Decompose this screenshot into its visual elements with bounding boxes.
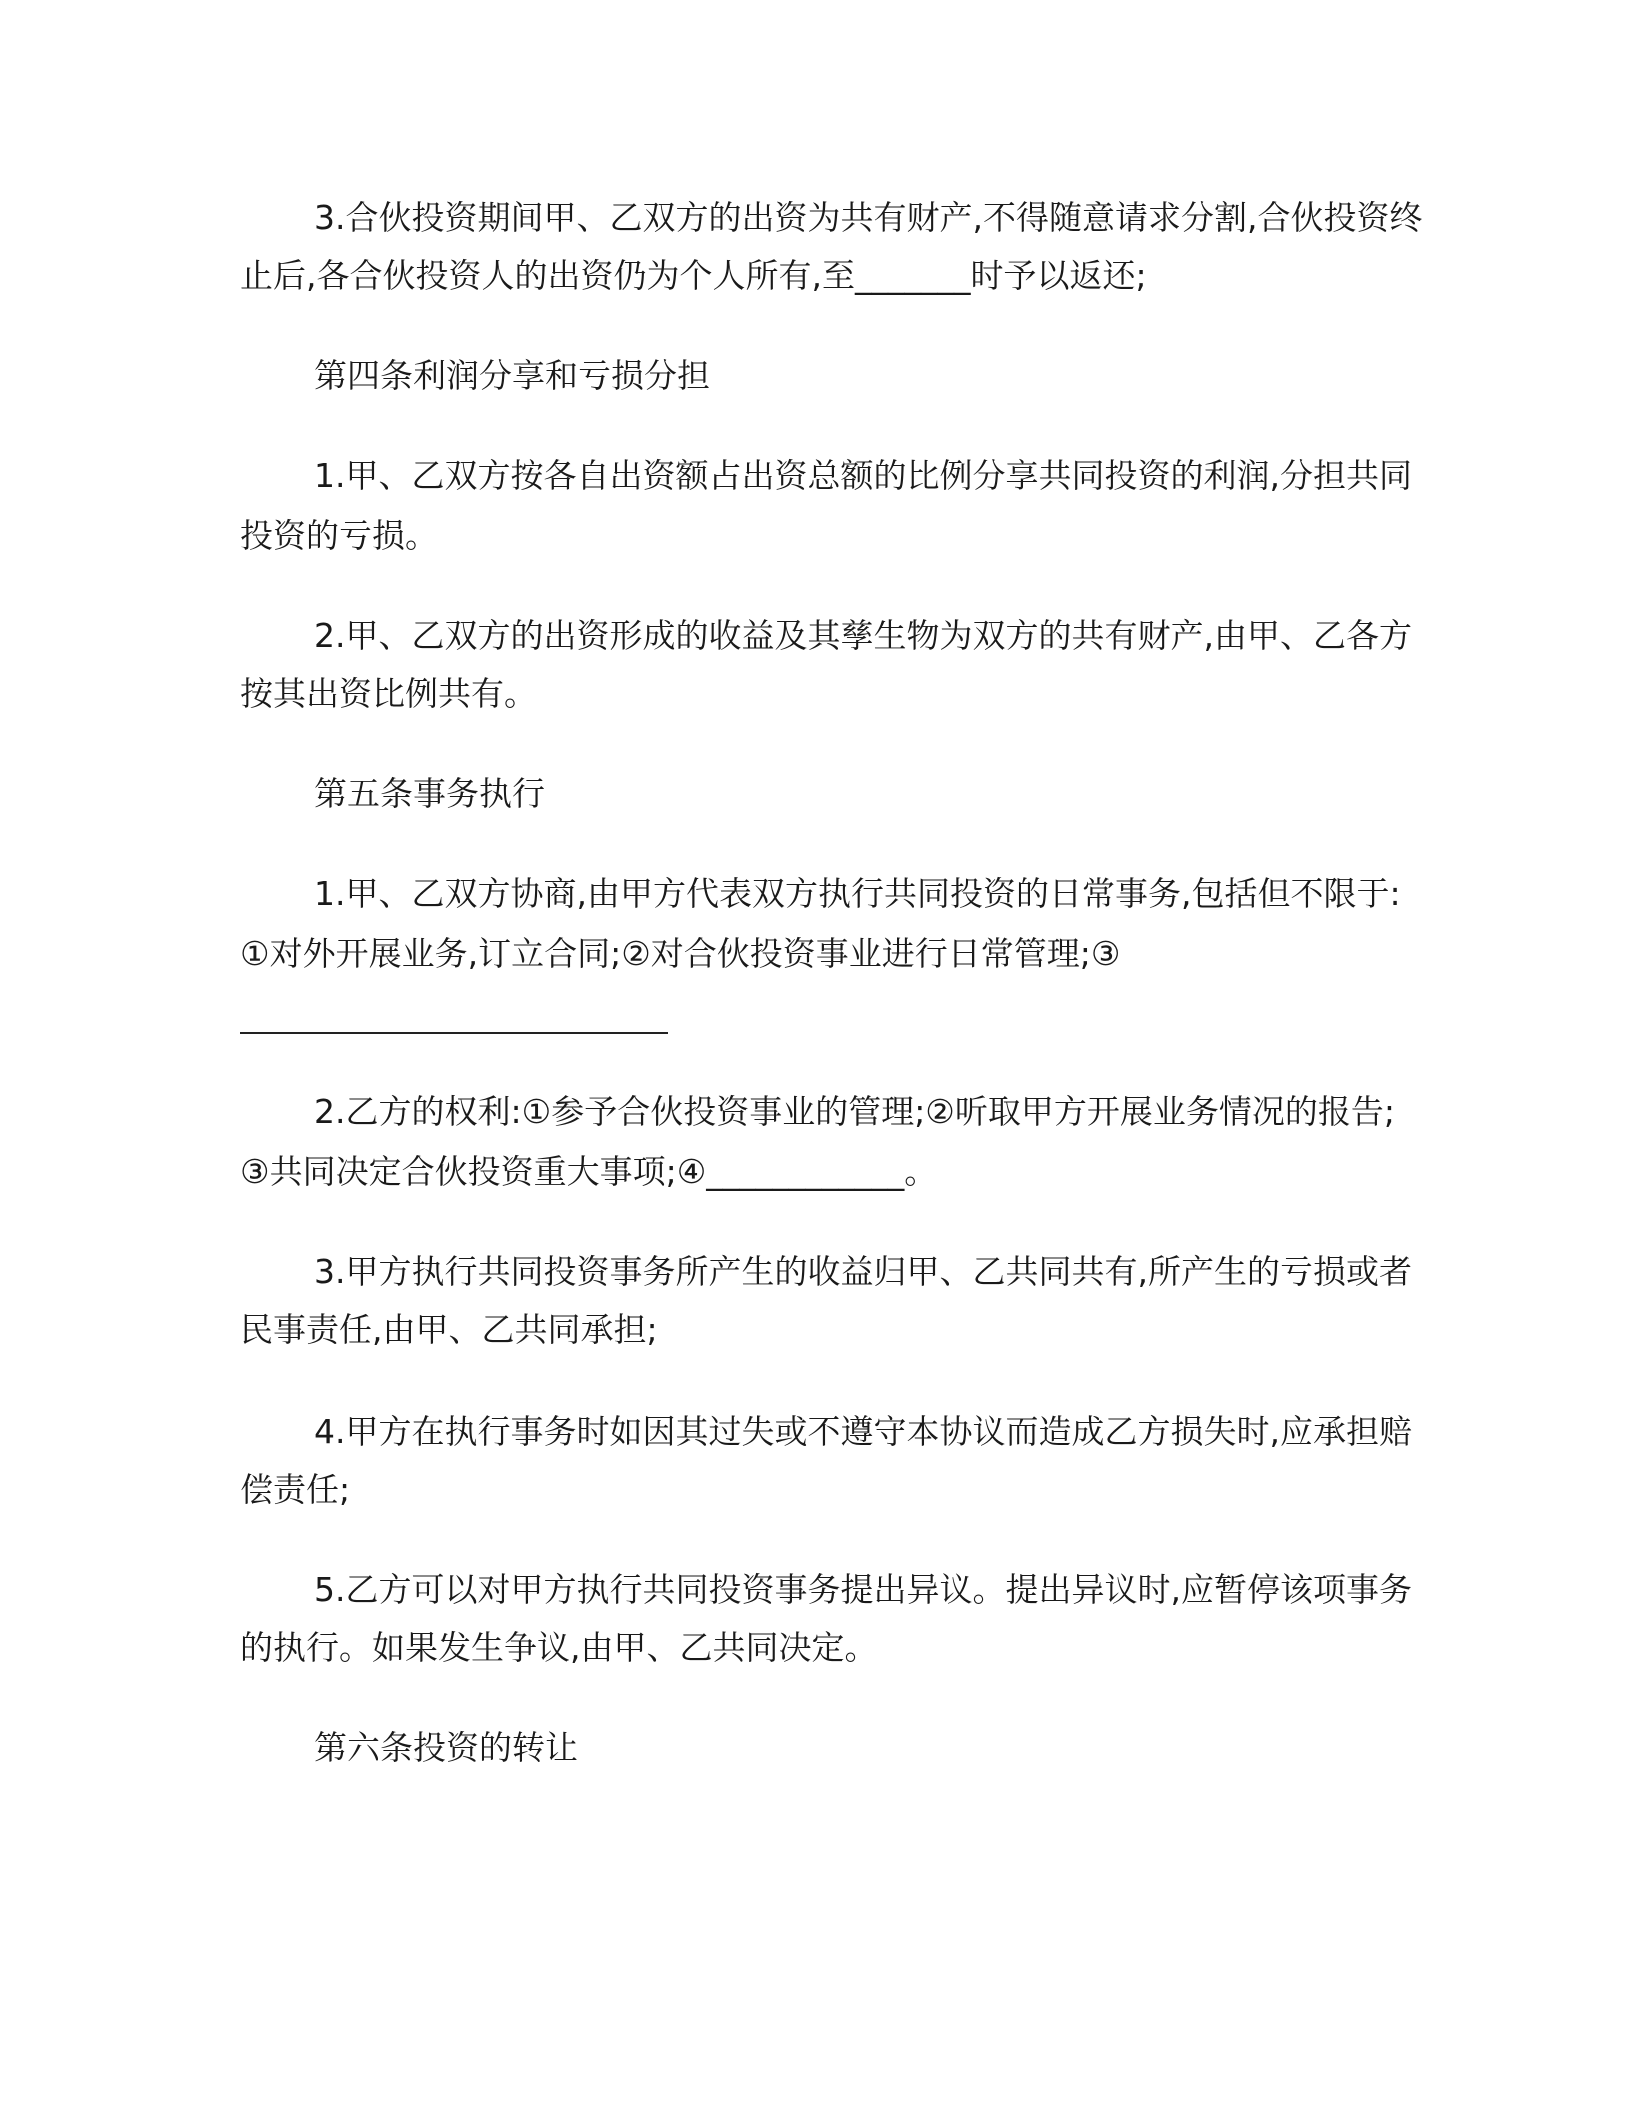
paragraph-line: 民事责任,由甲、乙共同承担; <box>240 1310 658 1349</box>
paragraph-line: 偿责任; <box>240 1470 351 1509</box>
paragraph-line: 止后,各合伙投资人的出资仍为个人所有,至_______时予以返还; <box>240 256 1147 295</box>
paragraph-line: 的执行。如果发生争议,由甲、乙共同决定。 <box>240 1628 878 1667</box>
paragraph-line: 1.甲、乙双方协商,由甲方代表双方执行共同投资的日常事务,包括但不限于: <box>314 874 1401 913</box>
paragraph-line: 按其出资比例共有。 <box>240 674 537 713</box>
paragraph-line: 1.甲、乙双方按各自出资额占出资总额的比例分享共同投资的利润,分担共同 <box>314 456 1412 495</box>
paragraph-line: 2.乙方的权利:①参予合伙投资事业的管理;②听取甲方开展业务情况的报告; <box>314 1092 1396 1131</box>
paragraph-line: 投资的亏损。 <box>240 516 438 555</box>
paragraph-line: 2.甲、乙双方的出资形成的收益及其孳生物为双方的共有财产,由甲、乙各方 <box>314 616 1412 655</box>
paragraph-line: ①对外开展业务,订立合同;②对合伙投资事业进行日常管理;③ <box>240 934 1121 973</box>
paragraph-line: 3.甲方执行共同投资事务所产生的收益归甲、乙共同共有,所产生的亏损或者 <box>314 1252 1412 1291</box>
article-heading: 第五条事务执行 <box>314 774 545 813</box>
paragraph-line: 5.乙方可以对甲方执行共同投资事务提出异议。提出异议时,应暂停该项事务 <box>314 1570 1412 1609</box>
paragraph-line: 4.甲方在执行事务时如因其过失或不遵守本协议而造成乙方损失时,应承担赔 <box>314 1412 1412 1451</box>
fill-in-blank-line <box>240 1032 668 1034</box>
article-heading: 第六条投资的转让 <box>314 1728 578 1767</box>
paragraph-line: ③共同决定合伙投资重大事项;④____________。 <box>240 1152 938 1191</box>
article-heading: 第四条利润分享和亏损分担 <box>314 356 710 395</box>
paragraph-line: 3.合伙投资期间甲、乙双方的出资为共有财产,不得随意请求分割,合伙投资终 <box>314 198 1423 237</box>
